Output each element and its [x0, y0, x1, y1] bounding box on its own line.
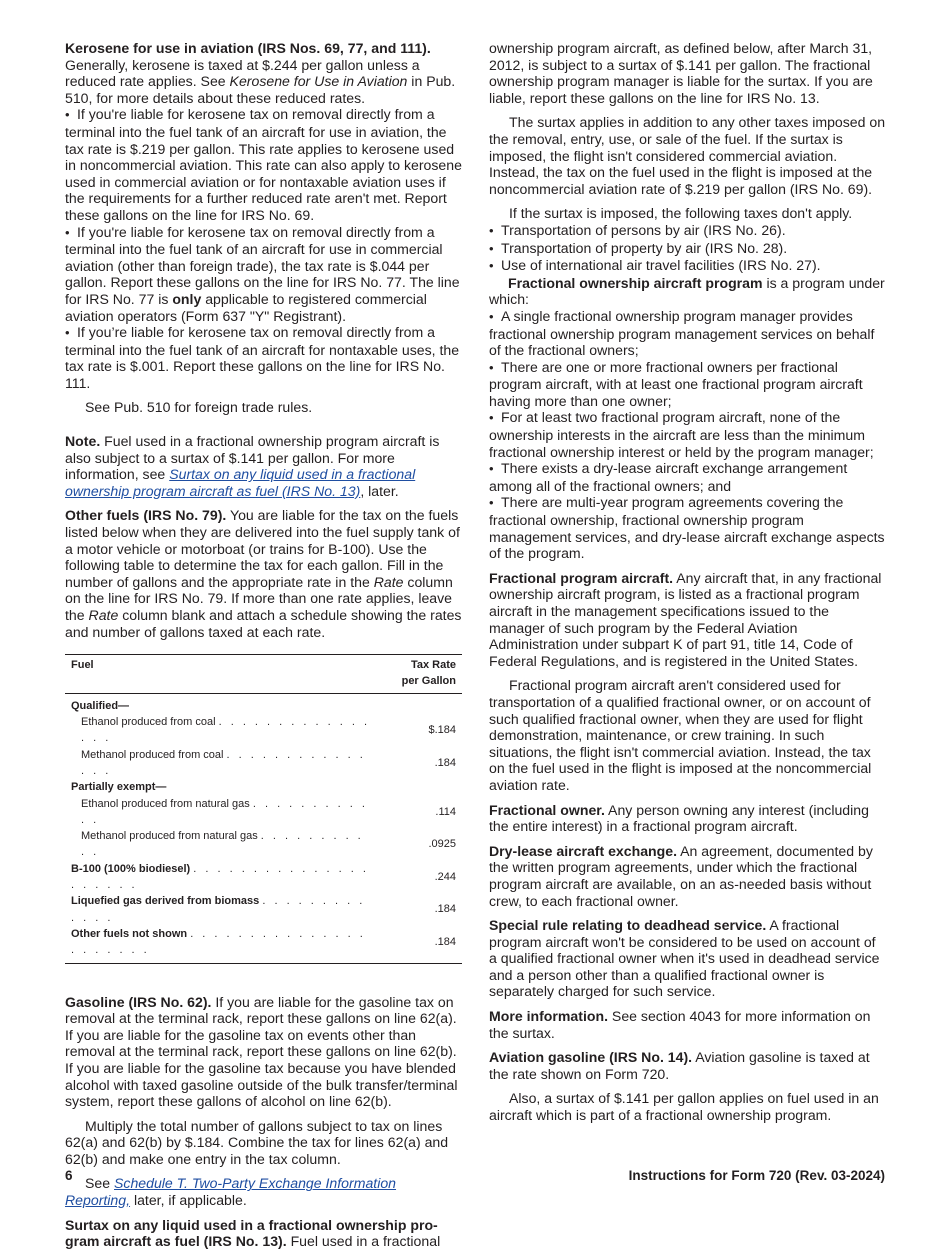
gasoline-see: See Schedule T. Two-Party Exchange Information Reporting, later, if applicable.: [65, 1175, 397, 1209]
program-definition: Fractional ownership aircraft program is a program under which: • A single fractional ownership program manager provides fractional ownership program management services on behalf of the fractional owners; • There are one or more fractional owners per fractional program aircraft, with at least one fractional program aircraft having more than one owner; • For at least two fractional program aircraft, none of the ownership interests in the aircraft are less than the minimum fractional ownership interest or held by the program manager; • There exists a dry-lease aircraft exchange arrangement among all of the fractional owners; and • There are multi-year program agreements covering the fractional ownership, fractional ownership program management services, and dry-lease aircraft exchange aspects of the program.: [489, 275, 887, 562]
dry-lease: Dry-lease aircraft exchange. An agreement, documented by the written program agreements, under which the fractional program aircraft are available, on an as-needed basis without crew, to each fractional owner.: [489, 842, 873, 909]
gasoline-multiply: Multiply the total number of gallons subject to tax on lines 62(a) and 62(b) by $.184. Combine the tax for lines 62(a) and 62(b) and make one entry in the tax column.: [65, 1117, 449, 1167]
table-row: Partially exempt—: [71, 781, 167, 794]
list-item: • A single fractional ownership program manager provides fractional ownership program management services on behalf of the fractional owners;: [489, 308, 887, 359]
deadhead-rule: Special rule relating to deadhead service. A fractional program aircraft won't be considered to be used on account of a qualified fractional owner when it's used in deadhead service and a person other than a qualified fractional owner is separately charged for such service.: [489, 917, 880, 1000]
list-item: • Transportation of property by air (IRS No. 28).: [489, 240, 887, 258]
see-pub-510: See Pub. 510 for foreign trade rules.: [85, 399, 313, 416]
schedule-t-link[interactable]: Schedule T. Two-Party Exchange Information Reporting,: [65, 1175, 397, 1209]
col-tax-rate: Tax Rate per Gallon: [380, 655, 462, 694]
aviation-gasoline: Aviation gasoline (IRS No. 14). Aviation gasoline is taxed at the rate shown on Form 720.: [489, 1049, 870, 1082]
if-surtax-imposed: If the surtax is imposed, the following taxes don't apply.: [509, 205, 853, 222]
tax-list: [489, 222, 887, 275]
more-information: More information. See section 4043 for more information on the surtax.: [489, 1008, 871, 1041]
right-column: [489, 40, 887, 1132]
table-row: Ethanol produced from natural gas . . . . . . . . . . . . .114: [81, 797, 456, 826]
table-row: B-100 (100% biodiesel) . . . . . . . . . . . . . . . . . . . . . .244: [71, 862, 456, 892]
form-title-footer: Instructions for Form 720 (Rev. 03-2024): [628, 1168, 885, 1183]
list-item: • There exists a dry-lease aircraft exchange arrangement among all of the fractional owners; and: [489, 460, 887, 494]
fuel-rate-table: [65, 654, 462, 963]
aviation-gasoline-para2: Also, a surtax of $.141 per gallon applies on fuel used in an aircraft which is part of a fractional ownership program.: [489, 1090, 879, 1124]
table-row: Ethanol produced from coal . . . . . . . . . . . . . . . . $.184: [81, 716, 456, 745]
table-row: Other fuels not shown . . . . . . . . . . . . . . . . . . . . . . .184: [65, 926, 462, 963]
surtax-applies: The surtax applies in addition to any other taxes imposed on the removal, entry, use, or sale of the fuel. If the surtax is imposed, the flight isn't considered commercial aviation. Instead, the tax on the fuel used in the flight is imposed at the noncommercial aviation rate of $.219 per gallon (IRS No. 69).: [489, 114, 886, 197]
table-row: Methanol produced from natural gas . . . . . . . . . . . .0925: [81, 830, 456, 859]
table-row: Liquefied gas derived from biomass . . . . . . . . . . . . . .184: [71, 895, 456, 924]
col-fuel: Fuel: [65, 655, 380, 694]
kerosene-heading: Kerosene for use in aviation (IRS Nos. 69, 77, and 111).: [65, 40, 431, 56]
table-row: Methanol produced from coal . . . . . . . . . . . . . . . .184: [81, 748, 456, 777]
list-item: • Use of international air travel facilities (IRS No. 27).: [489, 257, 887, 275]
page-number: 6: [65, 1168, 73, 1183]
list-item: • For at least two fractional program aircraft, none of the ownership interests in the aircraft are less than the minimum fractional ownership interest or held by the program manager;: [489, 409, 887, 460]
other-fuels-paragraph: Other fuels (IRS No. 79). You are liable for the tax on the fuels listed below when they are delivered into the fuel supply tank of a motor vehicle or motorboat (or trains for B-100). Use the following table to determine the tax for each gallon. Fill in the number of gallons and the appropriate rate in the Rate column on the line for IRS No. 79. If more than one rate applies, leave the Rate column blank and attach a schedule showing the rates and number of gallons taxed at each rate.: [65, 507, 462, 640]
kerosene-intro: Kerosene for use in aviation (IRS Nos. 69, 77, and 111). Generally, kerosene is taxed at $.244 per gallon unless a reduced rate applies. See Kerosene for Use in Aviation in Pub. 510, for more details about these reduced rates. • If you're liable for kerosene tax on removal directly from a terminal into the fuel tank of an aircraft for use in aviation, the tax rate is $.219 per gallon. This rate applies to kerosene used in noncommercial aviation. This rate can also apply to kerosene used in commercial aviation or for nontaxable aviation uses if the requirements for a further reduced rate aren't met. Report these gallons on the line for IRS No. 69. • If you're liable for kerosene tax on removal directly from a terminal into the fuel tank of an aircraft for use in commercial aviation (other than foreign trade), the tax rate is $.044 per gallon. Report these gallons on the line for IRS No. 77. The line for IRS No. 77 is only applicable to registered commercial aviation operators (Form 637 "Y" Registrant). • If you’re liable for kerosene tax on removal directly from a terminal into the fuel tank of an aircraft for nontaxable uses, the tax rate is $.001. Report these gallons on the line for IRS No. 111.: [65, 40, 462, 391]
surtax-paragraph: Surtax on any liquid used in a fractional ownership pro-gram aircraft as fuel (IRS No. 13). Fuel used in a fractional: [65, 1216, 441, 1250]
program-aircraft: Fractional program aircraft. Any aircraft that, in any fractional ownership aircraft program, is listed as a fractional program aircraft in the management specifications issued to the manager of such program by the Federal Aviation Administration under subpart K of part 91, title 14, Code of Federal Regulations, and is registered in the United States.: [489, 569, 882, 669]
table-row: Qualified—: [71, 699, 130, 712]
kerosene-ref: Kerosene for Use in Aviation: [229, 73, 408, 90]
program-aircraft-para2: Fractional program aircraft aren't considered used for transportation of a qualified fractional owner, or on account of such qualified fractional owner, when they are used for flight demonstration, maintenance, or crew training. In such situations, the flight isn't commercial aviation. Instead, the tax on the fuel used in the flight is imposed at the noncommercial aviation rate.: [489, 677, 872, 793]
kerosene-bullet: • If you're liable for kerosene tax on removal directly from a terminal into the fuel tank of an aircraft for use in commercial aviation (other than foreign trade), the tax rate is $.044 per gallon. Report these gallons on the line for IRS No. 77. The line for IRS No. 77 is only applicable to registered commercial aviation operators (Form 637 "Y" Registrant).: [65, 224, 462, 325]
kerosene-bullet: • If you’re liable for kerosene tax on removal directly from a terminal into the fuel tank of an aircraft for nontaxable uses, the tax rate is $.001. Report these gallons on the line for IRS No. 111.: [65, 324, 462, 391]
gasoline-paragraph: Gasoline (IRS No. 62). If you are liable for the gasoline tax on removal at the terminal rack, report these gallons on line 62(a). If you are liable for the gasoline tax on events other than removal at the terminal rack, report these gallons on line 62(b). If you are liable for the gasoline tax because you have blended alcohol with taxed gasoline outside of the bulk transfer/terminal system, report these gallons of alcohol on line 62(b).: [65, 993, 458, 1110]
left-column: [65, 40, 462, 1258]
kerosene-bullet: • If you're liable for kerosene tax on removal directly from a terminal into the fuel tank of an aircraft for use in aviation, the tax rate is $.219 per gallon. This rate applies to kerosene used in noncommercial aviation. This rate can also apply to kerosene used in commercial aviation or for nontaxable aviation uses if the requirements for a further reduced rate aren't met. Report these gallons on the line for IRS No. 69.: [65, 106, 462, 223]
surtax-continuation: ownership program aircraft, as defined below, after March 31, 2012, is subject to a surtax of $.141 per gallon. The fractional ownership program manager is liable for the surtax. If you are liable, report these gallons on the line for IRS No. 13.: [489, 40, 873, 106]
list-item: • Transportation of persons by air (IRS No. 26).: [489, 222, 887, 240]
list-item: • There are one or more fractional owners per fractional program aircraft, with at least one fractional program aircraft having more than one owner;: [489, 359, 887, 410]
table-header: [65, 655, 462, 694]
list-item: • There are multi-year program agreements covering the fractional ownership, fractional ownership program management services, and dry-lease aircraft exchange aspects of the program.: [489, 494, 887, 561]
fractional-owner: Fractional owner. Any person owning any interest (including the entire interest) in a fractional program aircraft.: [489, 801, 869, 835]
surtax-link[interactable]: Surtax on any liquid used in a fractional ownership program aircraft as fuel (IRS No. 13): [65, 466, 416, 499]
note-paragraph: Note. Fuel used in a fractional ownership program aircraft is also subject to a surtax of $.141 per gallon. For more information, see Surtax on any liquid used in a fractional ownership program aircraft as fuel (IRS No. 13), later.: [65, 433, 440, 499]
